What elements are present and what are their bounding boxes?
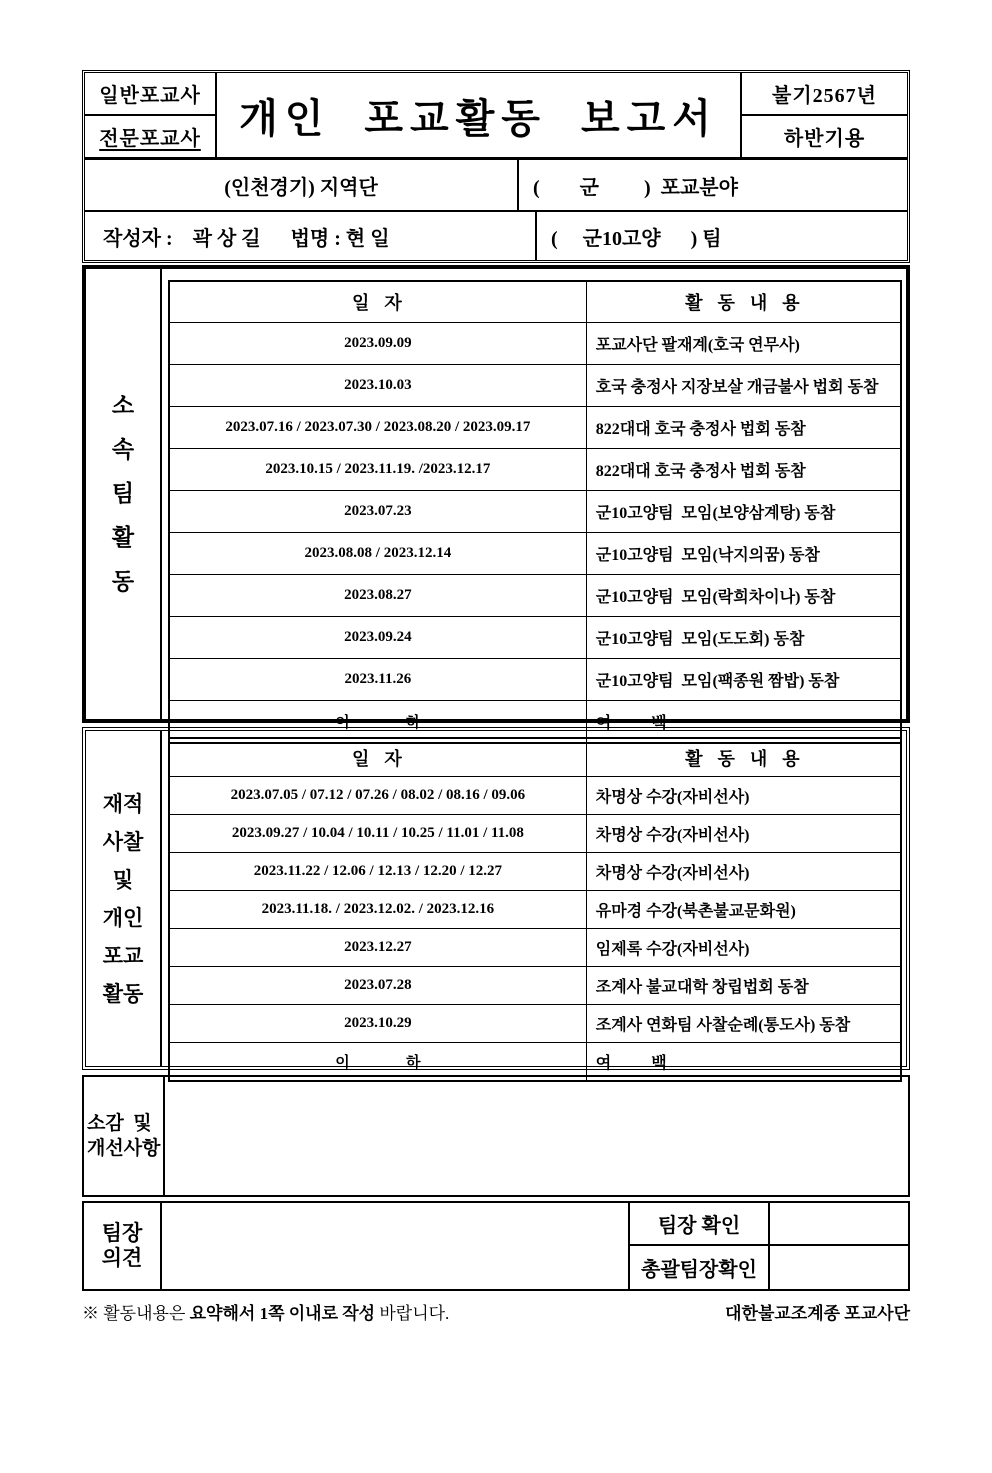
side-label-char: 동 (111, 569, 135, 594)
date-cell: 2023.09.24 (169, 617, 586, 659)
side-label-word: 포교 (102, 943, 144, 968)
activity-cell: 군10고양팀 모임(락희차이나) 동참 (586, 575, 901, 617)
activity-cell: 군10고양팀 모임(도도회) 동참 (586, 617, 901, 659)
remarks-label (84, 1077, 165, 1195)
team-activities-table (168, 280, 902, 744)
table-row (169, 891, 901, 929)
activity-cell: 포교사단 팔재계(호국 연무사) (586, 323, 901, 365)
header-region-row (85, 160, 907, 212)
activity-cell: 여 백 (586, 701, 901, 744)
mission-field-cell: ( 군 ) 포교분야 (533, 176, 738, 199)
date-cell: 2023.07.05 / 07.12 / 07.26 / 08.02 / 08.16 / 09.06 (169, 777, 586, 815)
remarks-section (82, 1075, 910, 1197)
footer-note-emphasis: 요약해서 1쪽 이내로 작성 (189, 1304, 376, 1323)
date-cell: 2023.11.22 / 12.06 / 12.13 / 12.20 / 12.27 (169, 853, 586, 891)
activity-cell: 822대대 호국 충정사 법회 동참 (586, 407, 901, 449)
activity-cell: 822대대 호국 충정사 법회 동참 (586, 449, 901, 491)
missionary-type-general: 일반포교사 (85, 73, 215, 116)
date-cell: 2023.10.29 (169, 1005, 586, 1043)
table-header-row (169, 738, 901, 777)
activity-cell: 여 백 (586, 1043, 901, 1082)
chief-confirm-label: 총괄팀장확인 (630, 1246, 770, 1289)
side-label-char: 속 (111, 437, 135, 462)
footer-note-suffix: 바랍니다. (375, 1304, 450, 1323)
side-label-word: 사찰 (102, 829, 144, 854)
report-period: 하반기용 (783, 128, 866, 150)
table-row (169, 1043, 901, 1082)
page-footer (82, 1299, 910, 1324)
remarks-label-line: 개선사항 (87, 1138, 161, 1159)
date-cell: 2023.10.15 / 2023.11.19. /2023.12.17 (169, 449, 586, 491)
report-page (82, 70, 910, 1324)
personal-activities-side-label (86, 731, 162, 1066)
remarks-content (165, 1077, 908, 1195)
date-cell: 이 하 (169, 1043, 586, 1082)
organization-name: 대한불교조계종 포교사단 (725, 1304, 910, 1323)
side-label-word: 재적 (102, 791, 144, 816)
buddhist-year: 불기2567년 (742, 73, 907, 116)
activity-cell: 임제록 수강(자비선사) (586, 929, 901, 967)
date-cell: 2023.09.27 / 10.04 / 10.11 / 10.25 / 11.01 / 11.08 (169, 815, 586, 853)
date-cell: 2023.07.16 / 2023.07.30 / 2023.08.20 / 2023.09.17 (169, 407, 586, 449)
report-header (82, 70, 910, 263)
side-label-char: 활 (111, 525, 135, 550)
date-column-header: 일 자 (169, 281, 586, 323)
date-cell: 2023.07.28 (169, 967, 586, 1005)
table-row (169, 365, 901, 407)
region-cell: (인천경기) 지역단 (85, 160, 519, 210)
opinion-label-line: 팀장 (101, 1221, 143, 1245)
table-header-row (169, 281, 901, 323)
side-label-char: 팀 (111, 481, 135, 506)
activity-column-header: 활 동 내 용 (586, 738, 901, 777)
remarks-label-line: 소감 및 (87, 1113, 152, 1134)
chief-confirm-value (770, 1246, 908, 1289)
missionary-type-professional (85, 116, 215, 157)
date-cell: 2023.12.27 (169, 929, 586, 967)
header-writer-row (85, 212, 907, 260)
table-row (169, 449, 901, 491)
writer-cell: 작성자 : 곽 상 길 법명 : 현 일 (85, 212, 537, 260)
table-row (169, 777, 901, 815)
leader-opinion-label (84, 1203, 162, 1289)
date-cell: 2023.11.18. / 2023.12.02. / 2023.12.16 (169, 891, 586, 929)
leader-confirm-label: 팀장 확인 (630, 1203, 770, 1246)
date-cell: 2023.11.26 (169, 659, 586, 701)
footer-note-prefix: ※ 활동내용은 (82, 1304, 190, 1323)
year-period-column (740, 73, 907, 157)
date-cell: 2023.08.27 (169, 575, 586, 617)
table-row (169, 617, 901, 659)
activity-cell: 군10고양팀 모임(팩종원 짬밥) 동참 (586, 659, 901, 701)
team-activities-section (82, 265, 910, 732)
activity-cell: 호국 충정사 지장보살 개금불사 법회 동참 (586, 365, 901, 407)
activity-cell: 차명상 수강(자비선사) (586, 853, 901, 891)
date-cell: 이 하 (169, 701, 586, 744)
date-cell: 2023.09.09 (169, 323, 586, 365)
side-label-word: 개인 (102, 905, 144, 930)
date-column-header: 일 자 (169, 738, 586, 777)
table-row (169, 491, 901, 533)
side-label-word: 활동 (102, 981, 144, 1006)
footer-note (82, 1299, 449, 1324)
side-label-char: 소 (111, 393, 135, 418)
missionary-type-professional-label: 전문포교사 (99, 128, 201, 150)
opinion-label-line: 의견 (101, 1246, 143, 1270)
table-row (169, 575, 901, 617)
activity-cell: 차명상 수강(자비선사) (586, 777, 901, 815)
missionary-type-column (85, 73, 217, 157)
activity-column-header: 활 동 내 용 (586, 281, 901, 323)
leader-opinion-section (82, 1201, 910, 1291)
header-title-row (85, 73, 907, 160)
table-row (169, 323, 901, 365)
signature-block (628, 1203, 908, 1289)
team-activities-table-wrap (162, 269, 906, 732)
activity-cell: 유마경 수강(북촌불교문화원) (586, 891, 901, 929)
table-row (169, 853, 901, 891)
date-cell: 2023.07.23 (169, 491, 586, 533)
date-cell: 2023.08.08 / 2023.12.14 (169, 533, 586, 575)
table-row (169, 407, 901, 449)
table-row (169, 815, 901, 853)
activity-cell: 군10고양팀 모임(보양삼계탕) 동참 (586, 491, 901, 533)
team-cell: ( 군10고양 ) 팀 (551, 227, 722, 250)
personal-activities-table-wrap (162, 731, 906, 1072)
leader-confirm-value (770, 1203, 908, 1246)
personal-activities-section (82, 727, 910, 1070)
personal-activities-table (168, 737, 902, 1082)
table-row (169, 1005, 901, 1043)
activity-cell: 차명상 수강(자비선사) (586, 815, 901, 853)
activity-cell: 조계사 불교대학 창립법회 동참 (586, 967, 901, 1005)
team-activities-side-label (86, 269, 162, 719)
date-cell: 2023.10.03 (169, 365, 586, 407)
leader-opinion-content (162, 1203, 628, 1289)
table-row (169, 659, 901, 701)
table-row (169, 967, 901, 1005)
table-row (169, 929, 901, 967)
side-label-word: 및 (112, 867, 134, 892)
activity-cell: 군10고양팀 모임(낙지의꿈) 동참 (586, 533, 901, 575)
table-row (169, 533, 901, 575)
activity-cell: 조계사 연화팀 사찰순례(통도사) 동참 (586, 1005, 901, 1043)
report-title: 개인 포교활동 보고서 (239, 95, 718, 141)
